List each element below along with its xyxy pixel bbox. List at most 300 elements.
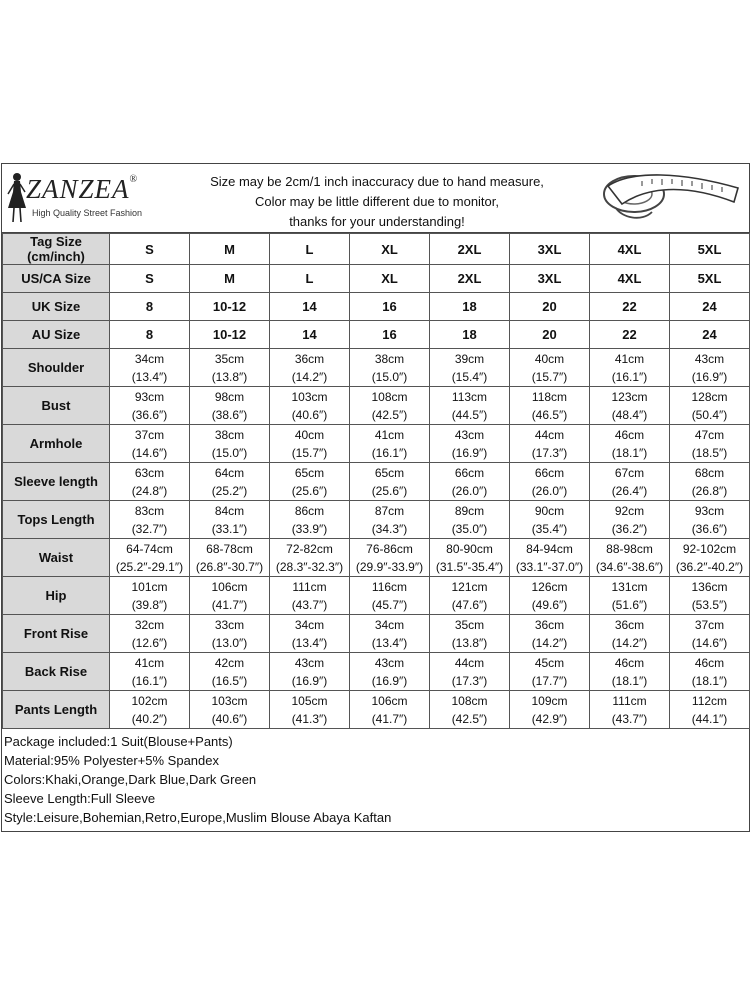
cm-value: 123cm: [611, 389, 648, 404]
measurement-cell: [510, 691, 590, 729]
measurement-cell: [430, 425, 510, 463]
cm-value: 43cm: [294, 655, 325, 670]
inch-value: (14.6″): [691, 635, 728, 650]
inch-value: (14.2″): [611, 635, 648, 650]
size-cell: L: [270, 265, 350, 293]
cm-value: 47cm: [694, 427, 725, 442]
cm-value: 38cm: [374, 351, 405, 366]
cm-value: 113cm: [451, 389, 488, 404]
inch-value: (41.3″): [291, 711, 328, 726]
measurement-cell: [670, 501, 750, 539]
cm-value: 111cm: [292, 579, 327, 594]
woman-figure-icon: [6, 172, 28, 224]
size-cell: 10-12: [190, 293, 270, 321]
size-cell: 20: [510, 321, 590, 349]
brand-logo: [6, 172, 186, 226]
measurement-cell: [670, 463, 750, 501]
cm-value: 105cm: [291, 693, 328, 708]
cm-value: 40cm: [534, 351, 565, 366]
measurement-cell: [430, 653, 510, 691]
inch-value: (14.2″): [531, 635, 568, 650]
cm-value: 64-74cm: [126, 541, 173, 556]
inch-value: (16.1″): [371, 445, 408, 460]
measurement-cell: [190, 653, 270, 691]
cm-value: 112cm: [691, 693, 728, 708]
size-cell: 20: [510, 293, 590, 321]
info-material: Material:95% Polyester+5% Spandex: [4, 753, 219, 768]
measurement-cell: [110, 653, 190, 691]
cm-value: 80-90cm: [446, 541, 493, 556]
inch-value: (46.5″): [531, 407, 568, 422]
measurement-row: [3, 387, 750, 425]
cm-value: 76-86cm: [366, 541, 413, 556]
measurement-row: [3, 425, 750, 463]
inch-value: (25.6″): [291, 483, 328, 498]
inch-value: (44.1″): [691, 711, 728, 726]
inch-value: (34.3″): [371, 521, 408, 536]
chart-header: [2, 164, 749, 233]
cm-value: 101cm: [131, 579, 168, 594]
cm-value: 68-78cm: [206, 541, 253, 556]
cm-value: 103cm: [211, 693, 248, 708]
measurement-cell: [670, 539, 750, 577]
measurement-cell: [430, 387, 510, 425]
size-cell: 3XL: [510, 234, 590, 265]
row-label: UK Size: [3, 293, 110, 321]
registered-mark: ®: [129, 174, 139, 185]
measurement-cell: [350, 463, 430, 501]
inch-value: (16.5″): [211, 673, 248, 688]
notice-line: Color may be little different due to monitor,: [255, 194, 499, 209]
row-label: AU Size: [3, 321, 110, 349]
measurement-cell: [190, 425, 270, 463]
row-label: Pants Length: [3, 691, 110, 729]
inch-value: (25.2″-29.1″): [115, 559, 184, 574]
measurement-cell: [350, 615, 430, 653]
size-cell: 22: [590, 293, 670, 321]
measurement-cell: [190, 387, 270, 425]
inch-value: (17.7″): [531, 673, 568, 688]
measurement-cell: [270, 653, 350, 691]
cm-value: 83cm: [134, 503, 165, 518]
size-cell: XL: [350, 265, 430, 293]
size-row: [3, 265, 750, 293]
inch-value: (25.2″): [211, 483, 248, 498]
cm-value: 33cm: [214, 617, 245, 632]
measuring-tape-icon: [592, 168, 742, 228]
inch-value: (15.7″): [291, 445, 328, 460]
cm-value: 34cm: [374, 617, 405, 632]
measurement-cell: [110, 425, 190, 463]
inch-value: (40.6″): [291, 407, 328, 422]
cm-value: 64cm: [214, 465, 245, 480]
inch-value: (16.9″): [371, 673, 408, 688]
measurement-cell: [510, 501, 590, 539]
cm-value: 92cm: [614, 503, 645, 518]
inch-value: (15.4″): [451, 369, 488, 384]
inch-value: (13.8″): [451, 635, 488, 650]
row-label: Hip: [3, 577, 110, 615]
measurement-cell: [670, 653, 750, 691]
measurement-row: [3, 501, 750, 539]
inch-value: (31.5″-35.4″): [435, 559, 504, 574]
measurement-cell: [670, 577, 750, 615]
cm-value: 90cm: [534, 503, 565, 518]
cm-value: 35cm: [214, 351, 245, 366]
measurement-cell: [190, 615, 270, 653]
measurement-cell: [110, 615, 190, 653]
cm-value: 32cm: [134, 617, 165, 632]
size-cell: 14: [270, 293, 350, 321]
inch-value: (44.5″): [451, 407, 488, 422]
cm-value: 67cm: [614, 465, 645, 480]
inch-value: (16.9″): [291, 673, 328, 688]
size-cell: 2XL: [430, 234, 510, 265]
inch-value: (51.6″): [611, 597, 648, 612]
inch-value: (43.7″): [291, 597, 328, 612]
measurement-cell: [670, 387, 750, 425]
inch-value: (48.4″): [611, 407, 648, 422]
measurement-cell: [510, 349, 590, 387]
measurement-cell: [590, 577, 670, 615]
measurement-cell: [110, 387, 190, 425]
measurement-cell: [190, 463, 270, 501]
measurement-row: [3, 653, 750, 691]
measurement-cell: [270, 691, 350, 729]
size-cell: 24: [670, 321, 750, 349]
size-cell: 5XL: [670, 234, 750, 265]
measurement-cell: [670, 349, 750, 387]
size-cell: L: [270, 234, 350, 265]
cm-value: 72-82cm: [286, 541, 333, 556]
cm-value: 46cm: [614, 427, 645, 442]
inch-value: (26.8″): [691, 483, 728, 498]
inch-value: (36.2″-40.2″): [675, 559, 744, 574]
measurement-rows: [3, 349, 750, 729]
size-cell: 16: [350, 293, 430, 321]
size-cell: XL: [350, 234, 430, 265]
inch-value: (17.3″): [531, 445, 568, 460]
measurement-cell: [110, 539, 190, 577]
size-cell: 10-12: [190, 321, 270, 349]
size-cell: 18: [430, 293, 510, 321]
cm-value: 36cm: [294, 351, 325, 366]
measurement-cell: [270, 463, 350, 501]
cm-value: 41cm: [614, 351, 645, 366]
cm-value: 108cm: [371, 389, 408, 404]
inch-value: (13.4″): [371, 635, 408, 650]
measurement-cell: [510, 653, 590, 691]
inch-value: (26.0″): [531, 483, 568, 498]
inch-value: (33.9″): [291, 521, 328, 536]
cm-value: 93cm: [694, 503, 725, 518]
measurement-cell: [430, 539, 510, 577]
measurement-cell: [110, 349, 190, 387]
size-cell: 5XL: [670, 265, 750, 293]
measurement-cell: [190, 691, 270, 729]
cm-value: 109cm: [531, 693, 568, 708]
measurement-cell: [350, 653, 430, 691]
inch-value: (33.1″-37.0″): [515, 559, 584, 574]
row-label: Sleeve length: [3, 463, 110, 501]
cm-value: 136cm: [691, 579, 728, 594]
measurement-cell: [590, 349, 670, 387]
measurement-cell: [270, 539, 350, 577]
cm-value: 111cm: [612, 693, 647, 708]
inch-value: (35.0″): [451, 521, 488, 536]
cm-value: 126cm: [531, 579, 568, 594]
cm-value: 128cm: [691, 389, 728, 404]
inch-value: (42.5″): [371, 407, 408, 422]
size-cell: 4XL: [590, 265, 670, 293]
inch-value: (16.9″): [451, 445, 488, 460]
cm-value: 121cm: [451, 579, 488, 594]
cm-value: 98cm: [214, 389, 245, 404]
cm-value: 39cm: [454, 351, 485, 366]
inch-value: (36.2″): [611, 521, 648, 536]
inch-value: (14.6″): [131, 445, 168, 460]
row-label: Front Rise: [3, 615, 110, 653]
cm-value: 43cm: [454, 427, 485, 442]
measurement-cell: [350, 349, 430, 387]
measurement-cell: [590, 425, 670, 463]
size-cell: 2XL: [430, 265, 510, 293]
info-style: Style:Leisure,Bohemian,Retro,Europe,Muslim Blouse Abaya Kaftan: [4, 810, 392, 825]
measurement-cell: [270, 425, 350, 463]
inch-value: (33.1″): [211, 521, 248, 536]
measurement-cell: [350, 425, 430, 463]
measurement-row: [3, 539, 750, 577]
cm-value: 88-98cm: [606, 541, 653, 556]
cm-value: 44cm: [534, 427, 565, 442]
cm-value: 38cm: [214, 427, 245, 442]
inch-value: (16.1″): [131, 673, 168, 688]
measurement-cell: [670, 691, 750, 729]
size-cell: 4XL: [590, 234, 670, 265]
size-cell: S: [110, 234, 190, 265]
measurement-cell: [510, 425, 590, 463]
cm-value: 93cm: [134, 389, 165, 404]
cm-value: 108cm: [451, 693, 488, 708]
measurement-cell: [510, 387, 590, 425]
cm-value: 42cm: [214, 655, 245, 670]
product-info: [2, 729, 749, 831]
cm-value: 87cm: [374, 503, 405, 518]
info-sleeve-length: Sleeve Length:Full Sleeve: [4, 791, 156, 806]
measurement-row: [3, 463, 750, 501]
inch-value: (41.7″): [211, 597, 248, 612]
inch-value: (41.7″): [371, 711, 408, 726]
cm-value: 84-94cm: [526, 541, 573, 556]
size-rows: [3, 234, 750, 349]
measurement-cell: [190, 539, 270, 577]
cm-value: 65cm: [294, 465, 325, 480]
cm-value: 45cm: [534, 655, 565, 670]
cm-value: 41cm: [374, 427, 405, 442]
cm-value: 44cm: [454, 655, 485, 670]
measurement-cell: [110, 463, 190, 501]
cm-value: 37cm: [134, 427, 165, 442]
inch-value: (26.8″-30.7″): [195, 559, 264, 574]
inch-value: (39.8″): [131, 597, 168, 612]
cm-value: 66cm: [454, 465, 485, 480]
inch-value: (13.4″): [131, 369, 168, 384]
inch-value: (42.9″): [531, 711, 568, 726]
size-cell: M: [190, 234, 270, 265]
inch-value: (24.8″): [131, 483, 168, 498]
measurement-cell: [430, 501, 510, 539]
measurement-cell: [350, 691, 430, 729]
measurement-cell: [430, 577, 510, 615]
measurement-cell: [270, 387, 350, 425]
measurement-cell: [590, 387, 670, 425]
cm-value: 63cm: [134, 465, 165, 480]
row-label: Bust: [3, 387, 110, 425]
inch-value: (47.6″): [451, 597, 488, 612]
inch-value: (40.2″): [131, 711, 168, 726]
cm-value: 66cm: [534, 465, 565, 480]
inch-value: (35.4″): [531, 521, 568, 536]
cm-value: 35cm: [454, 617, 485, 632]
inch-value: (26.0″): [451, 483, 488, 498]
inch-value: (18.1″): [611, 445, 648, 460]
inch-value: (43.7″): [611, 711, 648, 726]
measurement-cell: [510, 615, 590, 653]
inch-value: (13.8″): [211, 369, 248, 384]
cm-value: 103cm: [291, 389, 328, 404]
row-label: Waist: [3, 539, 110, 577]
measurement-cell: [590, 463, 670, 501]
measurement-cell: [270, 501, 350, 539]
inch-value: (32.7″): [131, 521, 168, 536]
info-colors: Colors:Khaki,Orange,Dark Blue,Dark Green: [4, 772, 257, 787]
inch-value: (40.6″): [211, 711, 248, 726]
inch-value: (25.6″): [371, 483, 408, 498]
size-cell: 16: [350, 321, 430, 349]
cm-value: 37cm: [694, 617, 725, 632]
inch-value: (16.1″): [611, 369, 648, 384]
cm-value: 116cm: [371, 579, 408, 594]
measurement-cell: [430, 691, 510, 729]
measurement-cell: [110, 691, 190, 729]
row-label: US/CA Size: [3, 265, 110, 293]
cm-value: 92-102cm: [682, 541, 737, 556]
measurement-cell: [590, 615, 670, 653]
cm-value: 68cm: [694, 465, 725, 480]
measurement-cell: [590, 691, 670, 729]
measurement-row: [3, 349, 750, 387]
inch-value: (18.1″): [691, 673, 728, 688]
measurement-cell: [590, 653, 670, 691]
size-cell: 8: [110, 321, 190, 349]
measurement-row: [3, 615, 750, 653]
size-cell: 3XL: [510, 265, 590, 293]
info-package: Package included:1 Suit(Blouse+Pants): [4, 734, 233, 749]
inch-value: (17.3″): [451, 673, 488, 688]
cm-value: 36cm: [534, 617, 565, 632]
notice-line: Size may be 2cm/1 inch inaccuracy due to hand measure,: [210, 174, 544, 189]
cm-value: 89cm: [454, 503, 485, 518]
cm-value: 86cm: [294, 503, 325, 518]
cm-value: 34cm: [134, 351, 165, 366]
inch-value: (36.6″): [691, 521, 728, 536]
inch-value: (26.4″): [611, 483, 648, 498]
size-cell: 8: [110, 293, 190, 321]
measurement-cell: [190, 577, 270, 615]
inch-value: (13.0″): [211, 635, 248, 650]
measurement-cell: [270, 577, 350, 615]
cm-value: 106cm: [371, 693, 408, 708]
cm-value: 40cm: [294, 427, 325, 442]
cm-value: 43cm: [694, 351, 725, 366]
row-label: Shoulder: [3, 349, 110, 387]
measurement-cell: [670, 425, 750, 463]
inch-value: (50.4″): [691, 407, 728, 422]
size-cell: 14: [270, 321, 350, 349]
cm-value: 65cm: [374, 465, 405, 480]
notice-line: thanks for your understanding!: [289, 214, 465, 229]
inch-value: (49.6″): [531, 597, 568, 612]
inch-value: (15.7″): [531, 369, 568, 384]
cm-value: 131cm: [611, 579, 648, 594]
brand-tagline: High Quality Street Fashion: [32, 208, 143, 218]
inch-value: (42.5″): [451, 711, 488, 726]
inch-value: (28.3″-32.3″): [275, 559, 344, 574]
inch-value: (15.0″): [211, 445, 248, 460]
inch-value: (29.9″-33.9″): [355, 559, 424, 574]
measurement-cell: [110, 501, 190, 539]
size-cell: M: [190, 265, 270, 293]
measurement-cell: [350, 539, 430, 577]
measurement-cell: [590, 539, 670, 577]
cm-value: 46cm: [694, 655, 725, 670]
measurement-cell: [270, 349, 350, 387]
inch-value: (38.6″): [211, 407, 248, 422]
size-cell: S: [110, 265, 190, 293]
size-row: [3, 234, 750, 265]
measurement-cell: [350, 577, 430, 615]
measurement-cell: [590, 501, 670, 539]
row-label: Back Rise: [3, 653, 110, 691]
measurement-cell: [670, 615, 750, 653]
cm-value: 46cm: [614, 655, 645, 670]
inch-value: (18.5″): [691, 445, 728, 460]
cm-value: 84cm: [214, 503, 245, 518]
cm-value: 118cm: [531, 389, 568, 404]
measurement-cell: [510, 463, 590, 501]
measurement-row: [3, 577, 750, 615]
cm-value: 106cm: [211, 579, 248, 594]
measurement-cell: [190, 349, 270, 387]
inch-value: (15.0″): [371, 369, 408, 384]
size-row: [3, 321, 750, 349]
measurement-cell: [110, 577, 190, 615]
size-chart: [1, 163, 750, 832]
measurement-notice: [192, 172, 562, 232]
cm-value: 102cm: [131, 693, 168, 708]
cm-value: 43cm: [374, 655, 405, 670]
cm-value: 41cm: [134, 655, 165, 670]
brand-name: ZANZEA®: [26, 174, 139, 204]
measurement-row: [3, 691, 750, 729]
size-table: [2, 233, 750, 729]
measurement-cell: [430, 615, 510, 653]
inch-value: (16.9″): [691, 369, 728, 384]
measurement-cell: [190, 501, 270, 539]
row-label: Tops Length: [3, 501, 110, 539]
measurement-cell: [430, 463, 510, 501]
inch-value: (36.6″): [131, 407, 168, 422]
